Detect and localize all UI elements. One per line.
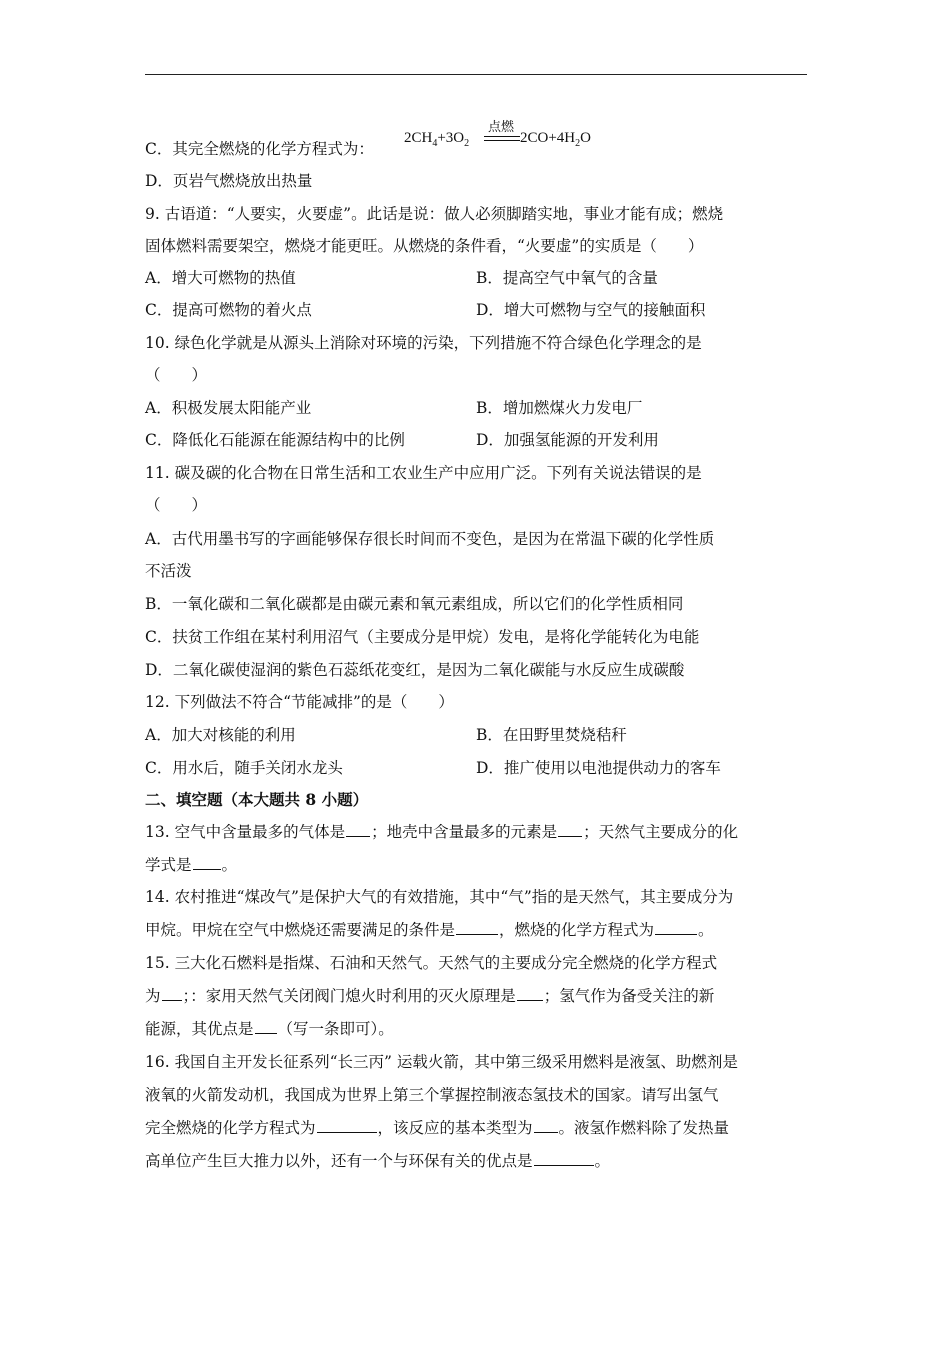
q15-line3: 能源，其优点是 （写一条即可）。: [145, 1020, 394, 1038]
q9-stem-line2: 固体燃料需要架空，燃烧才能更旺。从燃烧的条件看，“火要虚”的实质是（ ）: [145, 237, 704, 255]
q8-option-d: D．页岩气燃烧放出热量: [145, 172, 313, 190]
q10-stem-line2: （ ）: [145, 366, 208, 384]
q16-line2: 液氧的火箭发动机，我国成为世界上第三个掌握控制液态氢技术的国家。请写出氢气: [145, 1086, 719, 1104]
answer-blank[interactable]: [517, 985, 543, 1001]
q11-option-a-line1: A．古代用墨书写的字画能够保存很长时间而不变色，是因为在常温下碳的化学性质: [145, 530, 715, 548]
answer-blank[interactable]: [317, 1117, 377, 1133]
answer-blank[interactable]: [534, 1150, 594, 1166]
answer-blank[interactable]: [558, 821, 582, 837]
q13-line1: 13. 空气中含量最多的气体是 ；地壳中含量最多的元素是 ；天然气主要成分的化: [145, 823, 739, 841]
q11-stem-line1: 11. 碳及碳的化合物在日常生活和工农业生产中应用广泛。下列有关说法错误的是: [145, 464, 702, 482]
q16-line1: 16. 我国自主开发长征系列“长三丙” 运载火箭，其中第三级采用燃料是液氢、助燃剂是: [145, 1053, 738, 1071]
q16-line4: 高单位产生巨大推力以外，还有一个与环保有关的优点是 。: [145, 1152, 611, 1170]
header-rule: [145, 74, 807, 75]
q9-option-c: C．提高可燃物的着火点: [145, 301, 312, 319]
q12-option-d: D．推广使用以电池提供动力的客车: [476, 759, 721, 777]
q14-line1: 14. 农村推进“煤改气”是保护大气的有效措施，其中“气”指的是天然气，其主要成分为: [145, 888, 734, 906]
q11-option-a-line2: 不活泼: [145, 562, 192, 580]
q9-option-b: B．提高空气中氧气的含量: [476, 269, 658, 287]
q13-line2: 学式是 。: [145, 856, 238, 874]
answer-blank[interactable]: [255, 1018, 277, 1034]
q12-option-b: B．在田野里焚烧秸秆: [476, 726, 627, 744]
q14-line2: 甲烷。甲烷在空气中燃烧还需要满足的条件是 ，燃烧的化学方程式为 。: [145, 921, 714, 939]
q15-line1: 15. 三大化石燃料是指煤、石油和天然气。天然气的主要成分完全燃烧的化学方程式: [145, 954, 718, 972]
q8-option-c: C．其完全燃烧的化学方程式为：: [145, 140, 374, 158]
q15-line2: 为 ；：家用天然气关闭阀门熄火时利用的灭火原理是 ；氢气作为备受关注的新: [145, 987, 715, 1005]
q10-stem-line1: 10. 绿色化学就是从源头上消除对环境的污染，下列措施不符合绿色化学理念的是: [145, 334, 702, 352]
answer-blank[interactable]: [346, 821, 370, 837]
section-title-fill-in: 二、填空题（本大题共 8 小题）: [145, 790, 369, 809]
answer-blank[interactable]: [456, 919, 498, 935]
answer-blank[interactable]: [534, 1117, 558, 1133]
q9-stem-line1: 9. 古语道：“人要实，火要虚”。此话是说：做人必须脚踏实地，事业才能有成；燃烧: [145, 205, 724, 223]
equals-sign: [484, 136, 520, 141]
q10-option-b: B．增加燃煤火力发电厂: [476, 399, 643, 417]
q10-option-d: D．加强氢能源的开发利用: [476, 431, 659, 449]
q9-option-d: D．增大可燃物与空气的接触面积: [476, 301, 706, 319]
q11-option-d: D．二氧化碳使湿润的紫色石蕊纸花变红，是因为二氧化碳能与水反应生成碳酸: [145, 661, 685, 679]
q11-option-c: C．扶贫工作组在某村利用沼气（主要成分是甲烷）发电，是将化学能转化为电能: [145, 628, 700, 646]
q9-option-a: A．增大可燃物的热值: [145, 269, 296, 287]
q12-option-a: A．加大对核能的利用: [145, 726, 296, 744]
q11-option-b: B．一氧化碳和二氧化碳都是由碳元素和氧元素组成，所以它们的化学性质相同: [145, 595, 684, 613]
q10-option-c: C．降低化石能源在能源结构中的比例: [145, 431, 405, 449]
q12-option-c: C．用水后，随手关闭水龙头: [145, 759, 343, 777]
q16-line3: 完全燃烧的化学方程式为 ，该反应的基本类型为 。液氢作燃料除了发热量: [145, 1119, 730, 1137]
q12-stem: 12. 下列做法不符合“节能减排”的是（ ）: [145, 693, 454, 711]
answer-blank[interactable]: [162, 985, 182, 1001]
q10-option-a: A．积极发展太阳能产业: [145, 399, 312, 417]
answer-blank[interactable]: [655, 919, 697, 935]
answer-blank[interactable]: [193, 854, 221, 870]
q11-stem-line2: （ ）: [145, 496, 208, 514]
reaction-condition: 点燃: [488, 120, 515, 135]
